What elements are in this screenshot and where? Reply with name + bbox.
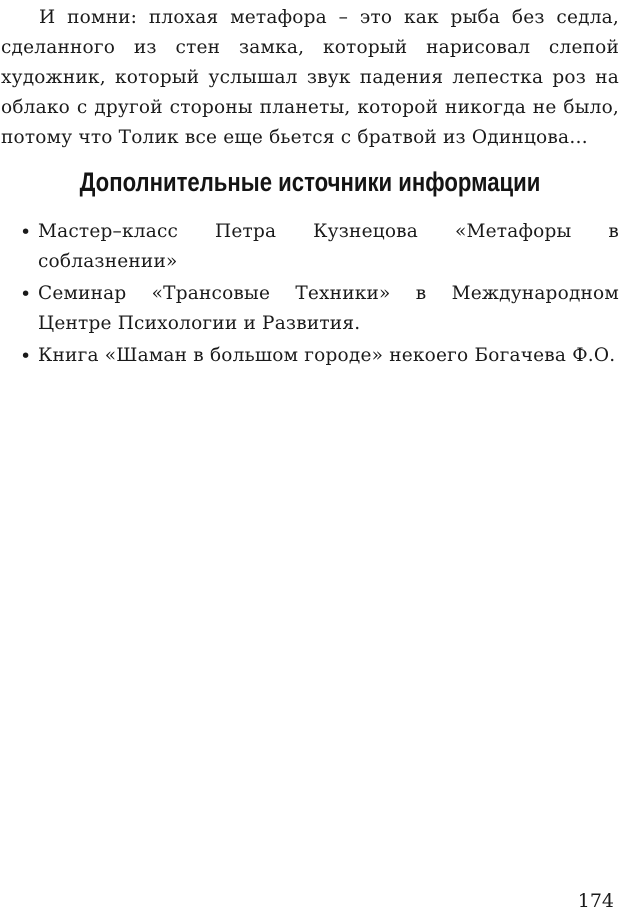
list-item: [0, 217, 620, 277]
list-item-text: Семинар «Трансовые Техники» в Международном Центре Психологии и Развития.: [38, 283, 619, 334]
bullet-icon: •: [20, 283, 32, 305]
list-item-text: Мастер–класс Петра Кузнецова «Метафоры в соблазнении»: [38, 221, 619, 272]
list-item: [0, 279, 620, 339]
page-number: 174: [577, 890, 614, 912]
bullet-icon: •: [20, 221, 32, 243]
section-heading: Дополнительные источники информации: [79, 167, 541, 197]
list-item: [0, 341, 620, 371]
bullet-icon: •: [20, 345, 32, 367]
list-item-text: Книга «Шаман в большом городе» некоего Богачева Ф.О.: [38, 345, 616, 366]
sources-list: [0, 217, 620, 371]
body-paragraph: И помни: плохая метафора – это как рыба без седла, сделанного из стен замка, который нарисовал слепой художник, который услышал звук падения лепестка роз на облако с другой стороны планеты, которой никогда не было, потому что Толик все еще бьется с братвой из Одинцова…: [1, 7, 619, 148]
